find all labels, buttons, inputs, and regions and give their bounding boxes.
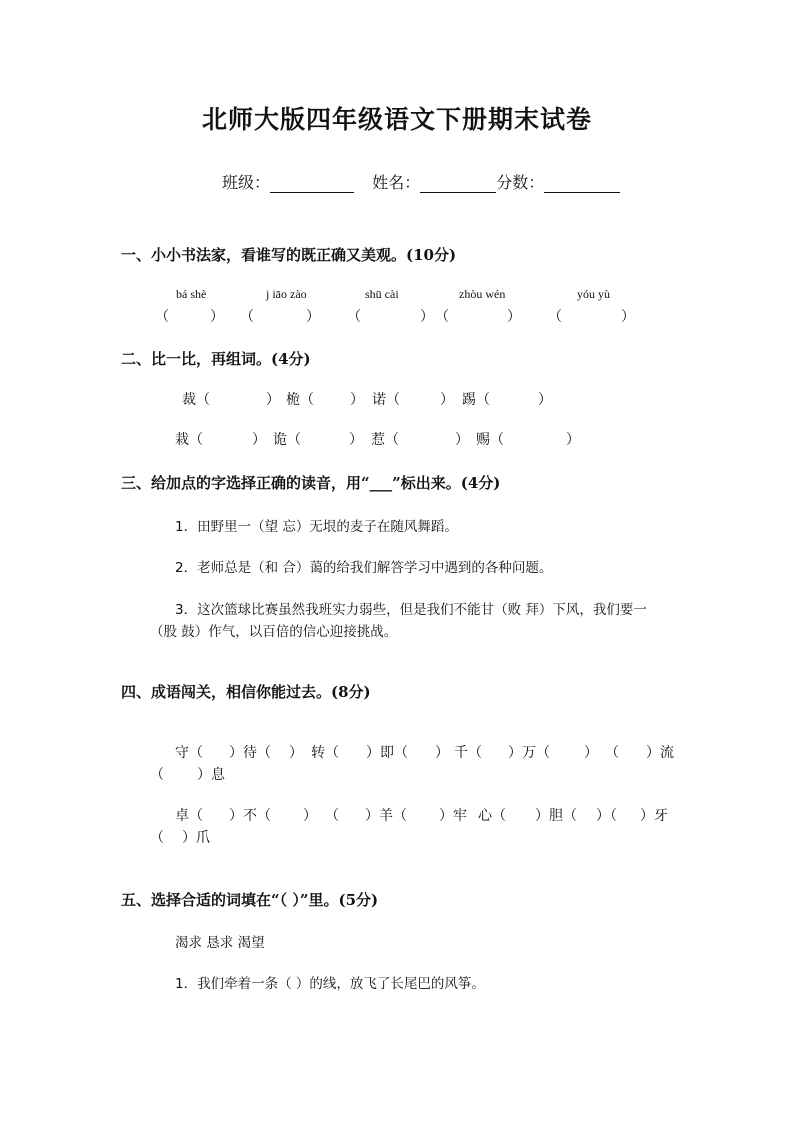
question-3-1: 1．田野里一（望 忘）无垠的麦子在随风舞蹈。	[175, 519, 458, 535]
class-blank[interactable]	[270, 176, 354, 193]
idiom-item: （	[150, 767, 164, 783]
idiom-item: ）牙	[640, 808, 668, 824]
section-5-heading: 五、选择合适的词填在“（ ）”里。(5分)	[121, 891, 379, 909]
score-blank[interactable]	[544, 176, 620, 193]
idiom-item: ）	[435, 745, 449, 761]
compare-item: ）	[349, 432, 363, 448]
compare-item: ）	[350, 392, 364, 408]
answer-paren-open-4: （	[435, 309, 449, 325]
answer-paren-open-3: （	[347, 309, 361, 325]
idiom-item: 千（	[454, 745, 482, 761]
pinyin-3: shū cài	[365, 287, 399, 301]
section-2-heading: 二、比一比，再组词。(4分)	[121, 350, 311, 368]
compare-item: 赐（	[476, 432, 504, 448]
idiom-item: 心（	[478, 808, 506, 824]
answer-paren-close-2: ）	[306, 309, 320, 325]
idiom-item: ）	[584, 745, 598, 761]
question-3-3-line-1: 3．这次篮球比赛虽然我班实力弱些，但是我们不能甘（败 拜）下风，我们要一	[175, 602, 647, 618]
idiom-item: （	[325, 808, 339, 824]
student-info-line	[222, 170, 620, 193]
idiom-item: ）即（	[366, 745, 408, 761]
idiom-item: ）（	[596, 808, 617, 824]
pinyin-5: yóu yù	[577, 287, 610, 301]
answer-paren-close-4: ）	[507, 309, 521, 325]
idiom-item: （	[150, 830, 164, 846]
idiom-item: ）爪	[182, 830, 210, 846]
score-label: 分数：	[496, 173, 545, 192]
idiom-item: ）息	[197, 767, 225, 783]
compare-item: 惹（	[371, 432, 399, 448]
compare-item: ）	[252, 432, 266, 448]
section-4-heading: 四、成语闯关，相信你能过去。(8分)	[121, 683, 371, 701]
pinyin-4: zhòu wén	[459, 287, 506, 301]
question-3-3-line-2: （股 鼓）作气，以百倍的信心迎接挑战。	[150, 624, 398, 640]
word-choices: 渴求 恳求 渴望	[175, 935, 265, 951]
compare-item: ）	[266, 392, 280, 408]
exam-title: 北师大版四年级语文下册期末试卷	[201, 105, 592, 134]
compare-item: ）	[455, 432, 469, 448]
pinyin-2: j iāo zào	[266, 287, 307, 301]
compare-item: ）	[440, 392, 454, 408]
answer-paren-open-5: （	[548, 309, 562, 325]
name-blank[interactable]	[420, 176, 496, 193]
compare-item: ）	[566, 432, 580, 448]
idiom-item: ）	[303, 808, 317, 824]
idiom-item: ）不（	[229, 808, 271, 824]
compare-item: ）	[538, 392, 552, 408]
name-label: 姓名：	[372, 173, 421, 192]
compare-item: 诡（	[273, 432, 301, 448]
section-1-heading: 一、小小书法家，看谁写的既正确又美观。(10分)	[121, 246, 457, 264]
idiom-item: 转（	[311, 745, 339, 761]
answer-paren-close-3: ）	[420, 309, 434, 325]
idiom-item: （	[605, 745, 619, 761]
idiom-item: ）胆（	[535, 808, 577, 824]
compare-item: 桅（	[286, 392, 314, 408]
section-3-heading: 三、给加点的字选择正确的读音，用“___”标出来。(4分)	[121, 474, 501, 492]
idiom-item: ）牢	[439, 808, 467, 824]
class-label: 班级：	[222, 173, 271, 192]
idiom-item: ）万（	[508, 745, 550, 761]
compare-item: 栽（	[175, 432, 203, 448]
idiom-item: 守（	[175, 745, 203, 761]
answer-paren-open-2: （	[240, 309, 254, 325]
compare-item: 裁（	[182, 392, 210, 408]
idiom-item: 卓（	[175, 808, 203, 824]
idiom-item: ）	[289, 745, 303, 761]
compare-item: 诺（	[372, 392, 400, 408]
answer-paren-open-1: （	[155, 309, 169, 325]
question-5-1: 1．我们牵着一条（ ）的线，放飞了长尾巴的风筝。	[175, 976, 485, 992]
answer-paren-close-1: ）	[210, 309, 224, 325]
question-3-2: 2．老师总是（和 合）蔼的给我们解答学习中遇到的各种问题。	[175, 560, 553, 576]
idiom-item: ）流	[646, 745, 674, 761]
compare-item: 踢（	[462, 392, 490, 408]
answer-paren-close-5: ）	[621, 309, 635, 325]
idiom-item: ）待（	[229, 745, 271, 761]
pinyin-1: bá shè	[176, 287, 207, 301]
idiom-item: ）羊（	[365, 808, 407, 824]
